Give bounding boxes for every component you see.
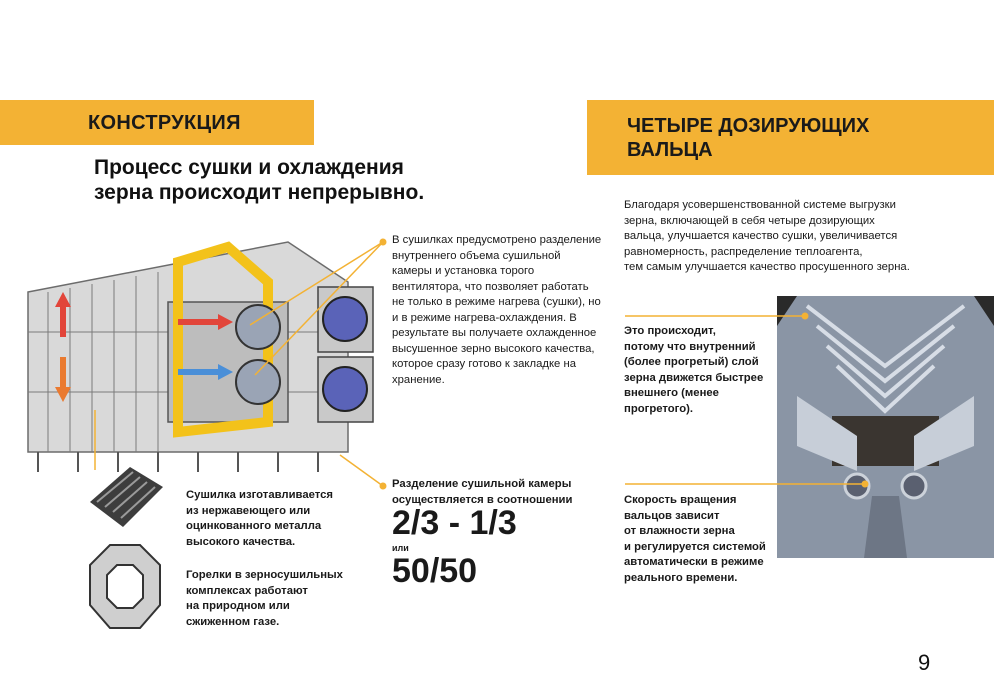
headline: Процесс сушки и охлаждения зерна происходит непрерывно. <box>94 156 425 204</box>
section-title-rollers: ЧЕТЫРЕ ДОЗИРУЮЩИХ ВАЛЬЦА <box>627 115 870 161</box>
rollers-intro: Благодаря усовершенствованной системе выгрузки зерна, включающей в себя четыре дозирующих вальца, улучшается качество сушки, увеличивается равномерность, распределение теплоагента, тем самым улучшается качество просушенного зерна. <box>624 199 910 273</box>
material-description: Сушилка изготавливается из нержавеющего или оцинкованного металла высокого качества. <box>186 489 333 548</box>
rollers-speed: Скорость вращения вальцов зависит от влажности зерна и регулируется системой автоматически в режиме реального времени. <box>624 494 766 584</box>
ratio-label: Разделение сушильной камеры осуществляется в соотношении <box>392 478 573 506</box>
ratio-or: или <box>392 543 409 553</box>
page-number: 9 <box>918 650 931 675</box>
burners-description: Горелки в зерносушильных комплексах работают на природном или сжиженном газе. <box>186 569 343 628</box>
ratio-value-alternative: 50/50 <box>392 552 478 590</box>
drying-description: В сушилках предусмотрено разделение внутреннего объема сушильной камеры и установка торого вентилятора, что позволяет работать не только в режиме нагрева (сушки), но и в режиме нагрева-охлаждения. В результате вы получаете охлажденное высушенное зерно высокого качества, которое сразу готово к закладке на хранение. <box>392 234 602 386</box>
ratio-value-primary: 2/3 - 1/3 <box>392 504 517 542</box>
section-title-construction: КОНСТРУКЦИЯ <box>88 112 241 134</box>
rollers-explanation: Это происходит, потому что внутренний (более прогретый) слой зерна движется быстрее внешнего (менее прогретого). <box>624 325 764 415</box>
